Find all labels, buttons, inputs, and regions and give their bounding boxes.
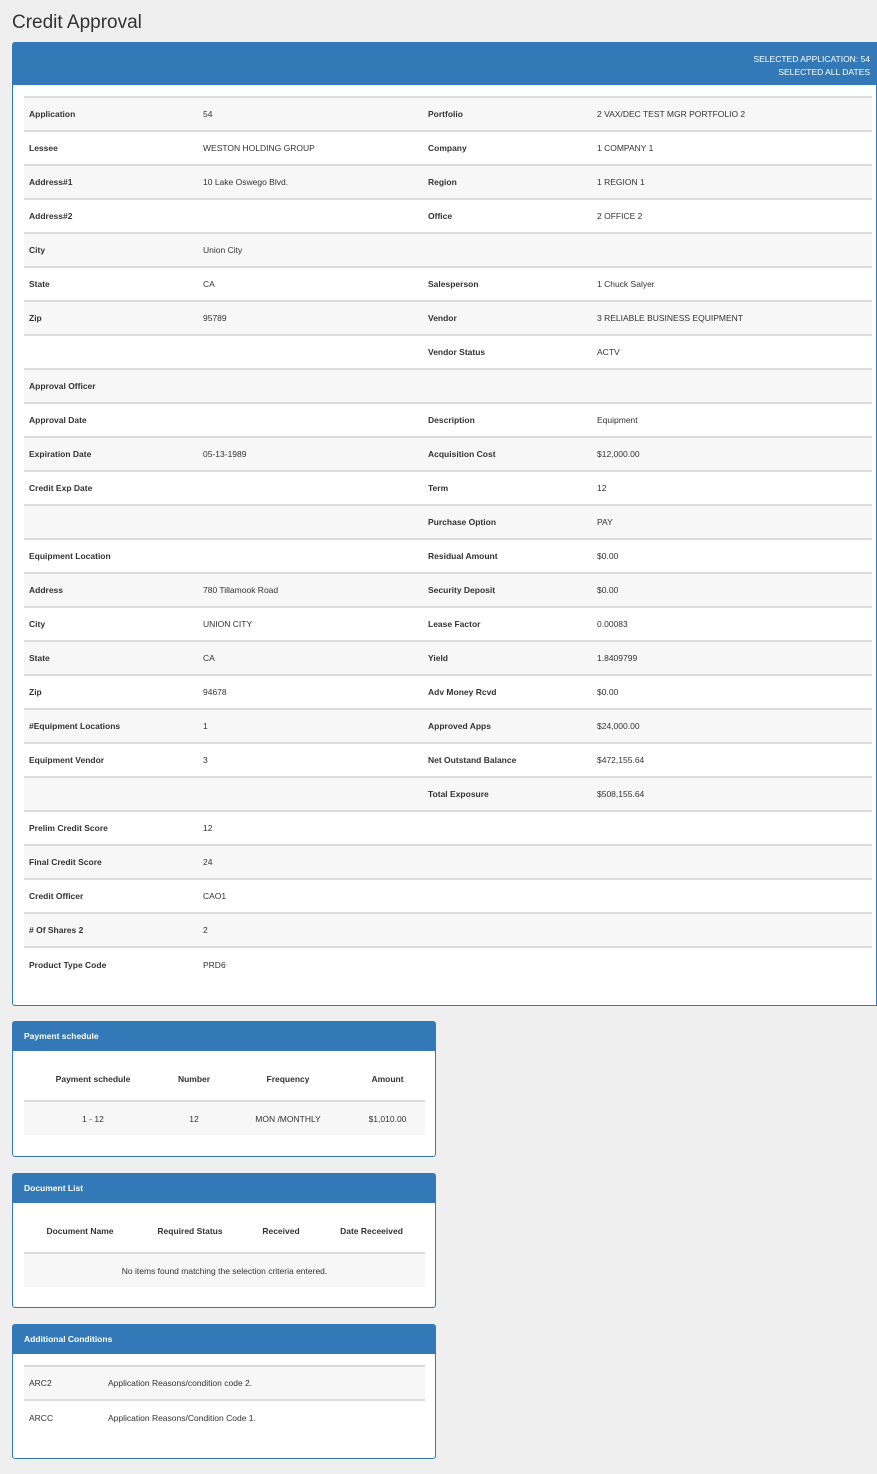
detail-label: Portfolio [428, 109, 463, 119]
detail-value: 780 Tillamook Road [203, 585, 279, 595]
col-date-received: Date Receeived [318, 1209, 425, 1253]
table-row [24, 573, 872, 607]
detail-value: 10 Lake Oswego Blvd. [203, 177, 289, 187]
detail-value: Union City [203, 245, 243, 255]
detail-value: $472,155.64 [597, 755, 645, 765]
detail-value: UNION CITY [203, 619, 253, 629]
detail-value: 2 VAX/DEC TEST MGR PORTFOLIO 2 [597, 109, 746, 119]
additional-conditions-panel [12, 1324, 436, 1459]
detail-label [423, 369, 592, 403]
col-payment-schedule: Payment schedule [24, 1057, 162, 1101]
detail-label: Product Type Code [29, 959, 107, 970]
detail-label [423, 947, 592, 981]
detail-label: Approval Officer [29, 381, 96, 391]
detail-label: Approval Date [29, 415, 87, 425]
cell-number: 12 [162, 1101, 226, 1135]
detail-value: 24 [203, 857, 213, 867]
detail-value: 94678 [203, 687, 227, 697]
detail-label [423, 913, 592, 947]
col-received: Received [244, 1209, 318, 1253]
table-row [24, 369, 872, 403]
detail-value: 12 [203, 823, 213, 833]
col-amount: Amount [350, 1057, 425, 1101]
detail-value [592, 369, 872, 403]
table-row [24, 403, 872, 437]
table-row [24, 471, 872, 505]
cell-frequency: MON /MONTHLY [226, 1101, 350, 1135]
credit-approval-panel [12, 42, 877, 1006]
detail-value: $12,000.00 [597, 449, 640, 459]
table-row [24, 505, 872, 539]
payment-schedule-header: Payment schedule [13, 1022, 435, 1051]
detail-value: 3 [203, 755, 208, 765]
table-row [24, 335, 872, 369]
detail-label: Acquisition Cost [428, 449, 496, 459]
detail-label: City [29, 619, 46, 629]
detail-value: WESTON HOLDING GROUP [203, 143, 315, 153]
document-list-panel [12, 1173, 436, 1308]
table-row [24, 437, 872, 471]
detail-label: Final Credit Score [29, 857, 102, 867]
detail-value [592, 879, 872, 913]
condition-code: ARC2 [29, 1378, 52, 1388]
detail-value [198, 777, 423, 811]
table-row [24, 267, 872, 301]
application-details-table [24, 96, 872, 981]
detail-label: Company [428, 143, 467, 153]
col-document-name: Document Name [24, 1209, 136, 1253]
payment-schedule-panel [12, 1021, 436, 1157]
detail-label: Salesperson [428, 279, 479, 289]
detail-value [198, 199, 423, 233]
detail-value: 1 [203, 721, 208, 731]
table-row [24, 777, 872, 811]
detail-value [198, 369, 423, 403]
table-row [24, 947, 872, 981]
detail-label: State [29, 279, 50, 289]
document-list-header: Document List [13, 1174, 435, 1203]
detail-label [423, 879, 592, 913]
detail-value: $508,155.64 [597, 789, 645, 799]
detail-value: 1 Chuck Salyer [597, 279, 655, 289]
detail-label: Zip [29, 687, 42, 697]
detail-value: 1.8409799 [597, 653, 638, 663]
detail-value: CAO1 [203, 891, 227, 901]
detail-label: # Of Shares 2 [29, 925, 84, 935]
table-row [24, 675, 872, 709]
table-row [24, 301, 872, 335]
detail-value: PAY [597, 517, 613, 527]
table-row [24, 97, 872, 131]
detail-value: PRD6 [203, 959, 226, 970]
detail-value: 12 [597, 483, 607, 493]
detail-label: Credit Officer [29, 891, 84, 901]
detail-value [592, 811, 872, 845]
detail-value: 3 RELIABLE BUSINESS EQUIPMENT [597, 313, 743, 323]
detail-label: #Equipment Locations [29, 721, 121, 731]
detail-label [24, 777, 198, 811]
detail-value [198, 471, 423, 505]
table-row [24, 539, 872, 573]
detail-value: 0.00083 [597, 619, 628, 629]
detail-label: Total Exposure [428, 789, 489, 799]
detail-value: 2 [203, 925, 208, 935]
detail-value [198, 403, 423, 437]
additional-conditions-table [24, 1365, 425, 1434]
panel-header [13, 43, 876, 85]
detail-label: Net Outstand Balance [428, 755, 517, 765]
empty-row [24, 1253, 425, 1287]
detail-label: Purchase Option [428, 517, 497, 527]
detail-value: CA [203, 653, 215, 663]
detail-label [24, 505, 198, 539]
additional-conditions-header: Additional Conditions [13, 1325, 435, 1354]
detail-value: 1 REGION 1 [597, 177, 645, 187]
empty-message: No items found matching the selection criteria entered. [24, 1253, 425, 1287]
detail-label: State [29, 653, 50, 663]
table-row [24, 131, 872, 165]
payment-schedule-table [24, 1057, 425, 1135]
cell-payment-schedule: 1 - 12 [24, 1101, 162, 1135]
condition-code: ARCC [29, 1412, 54, 1423]
detail-label [423, 811, 592, 845]
list-item[interactable] [24, 1400, 425, 1434]
detail-value: $24,000.00 [597, 721, 640, 731]
detail-value: ACTV [597, 347, 620, 357]
detail-label: City [29, 245, 46, 255]
table-row [24, 811, 872, 845]
detail-value: 95789 [203, 313, 227, 323]
detail-value [592, 913, 872, 947]
detail-label: Lessee [29, 143, 58, 153]
cell-amount: $1,010.00 [350, 1101, 425, 1135]
col-frequency: Frequency [226, 1057, 350, 1101]
detail-label: Approved Apps [428, 721, 491, 731]
detail-value [198, 539, 423, 573]
detail-label: Credit Exp Date [29, 483, 93, 493]
table-row [24, 845, 872, 879]
detail-label: Security Deposit [428, 585, 496, 595]
detail-value: $0.00 [597, 687, 619, 697]
detail-label: Adv Money Rcvd [428, 687, 497, 697]
detail-value: $0.00 [597, 585, 619, 595]
detail-label [423, 233, 592, 267]
condition-description: Application Reasons/condition code 2. [108, 1378, 253, 1388]
detail-label: Equipment Vendor [29, 755, 105, 765]
detail-label: Term [428, 483, 449, 493]
detail-label: Application [29, 109, 76, 119]
detail-value: 54 [203, 109, 213, 119]
detail-label: Expiration Date [29, 449, 92, 459]
table-row [24, 199, 872, 233]
detail-value [592, 233, 872, 267]
detail-value [198, 335, 423, 369]
detail-value: Equipment [597, 415, 638, 425]
detail-label [24, 335, 198, 369]
detail-value: 2 OFFICE 2 [597, 211, 643, 221]
detail-label [423, 845, 592, 879]
list-item[interactable] [24, 1366, 425, 1400]
detail-value [592, 845, 872, 879]
detail-label: Lease Factor [428, 619, 481, 629]
detail-value [198, 505, 423, 539]
table-row [24, 913, 872, 947]
col-required-status: Required Status [136, 1209, 244, 1253]
detail-label: Prelim Credit Score [29, 823, 108, 833]
table-row [24, 709, 872, 743]
page-title: Credit Approval [12, 12, 142, 33]
detail-label: Vendor [428, 313, 457, 323]
selected-dates-label: SELECTED ALL DATES [778, 67, 870, 77]
detail-label: Office [428, 211, 453, 221]
detail-label: Description [428, 415, 475, 425]
detail-label: Yield [428, 653, 448, 663]
detail-label: Equipment Location [29, 551, 111, 561]
table-row [24, 607, 872, 641]
table-row[interactable] [24, 1101, 425, 1135]
detail-value: 05-13-1989 [203, 449, 247, 459]
condition-description: Application Reasons/Condition Code 1. [108, 1412, 256, 1423]
detail-value: 1 COMPANY 1 [597, 143, 654, 153]
detail-label: Zip [29, 313, 42, 323]
col-number: Number [162, 1057, 226, 1101]
table-row [24, 233, 872, 267]
table-row [24, 879, 872, 913]
document-list-table [24, 1209, 425, 1287]
detail-label: Address#2 [29, 211, 73, 221]
detail-value: CA [203, 279, 215, 289]
detail-label: Address [29, 585, 64, 595]
selected-application-label: SELECTED APPLICATION: 54 [753, 54, 870, 64]
detail-label: Vendor Status [428, 347, 486, 357]
table-row [24, 641, 872, 675]
table-row [24, 743, 872, 777]
detail-label: Region [428, 177, 457, 187]
detail-value [592, 947, 872, 981]
detail-value: $0.00 [597, 551, 619, 561]
detail-label: Residual Amount [428, 551, 498, 561]
detail-label: Address#1 [29, 177, 73, 187]
table-row [24, 165, 872, 199]
